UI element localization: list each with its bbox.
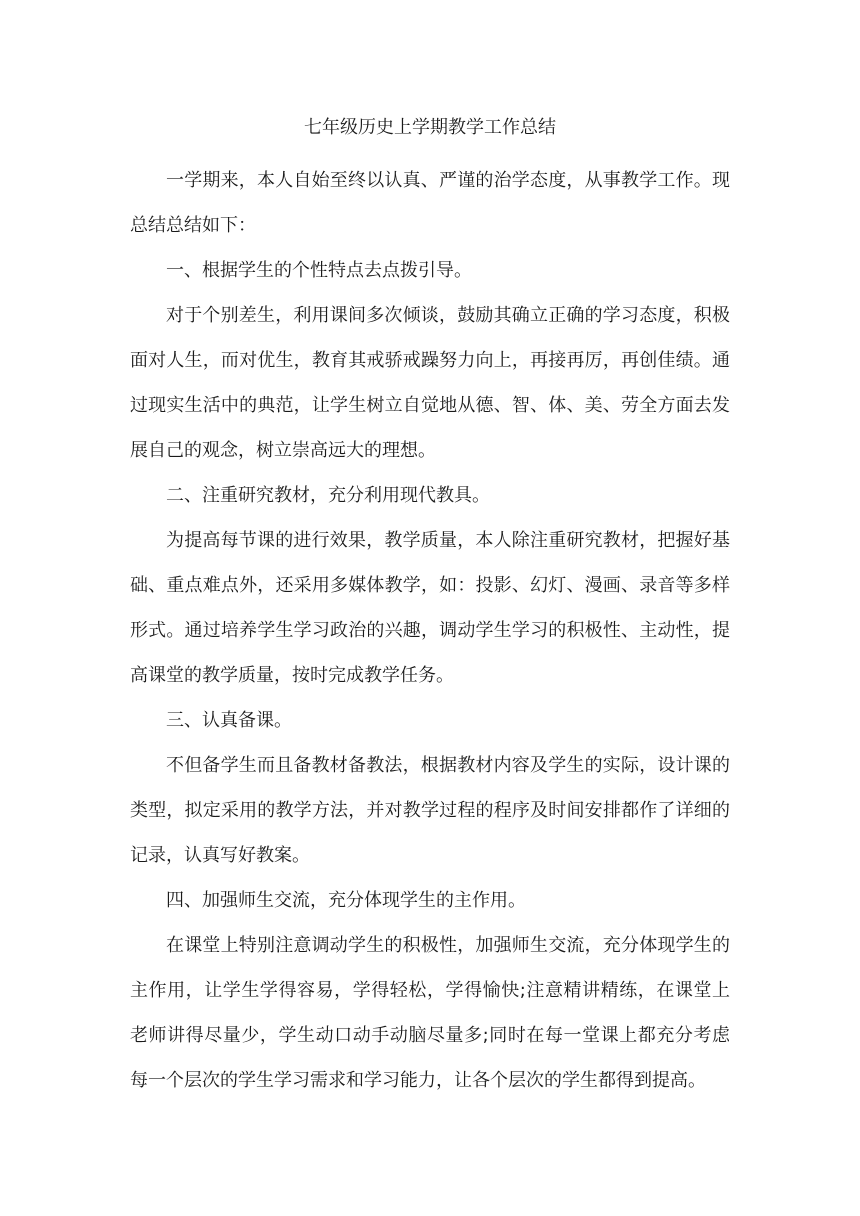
paragraph-section-2: 为提高每节课的进行效果，教学质量，本人除注重研究教材，把握好基础、重点难点外，还采用多媒体教学，如：投影、幻灯、漫画、录音等多样形式。通过培养学生学习政治的兴趣，调动学生学习的积极性、主动性，提高课堂的教学质量，按时完成教学任务。 [130,530,730,686]
heading-section-2: 二、注重研究教材，充分利用现代教具。 [166,485,490,506]
heading-section-3: 三、认真备课。 [166,710,292,731]
document-title: 七年级历史上学期教学工作总结 [304,117,556,138]
paragraph-intro: 一学期来，本人自始至终以认真、严谨的治学态度，从事教学工作。现总结总结如下： [130,170,730,236]
heading-section-1: 一、根据学生的个性特点去点拨引导。 [166,260,472,281]
paragraph-section-4: 在课堂上特别注意调动学生的积极性，加强师生交流，充分体现学生的主作用，让学生学得容易，学得轻松，学得愉快;注意精讲精练，在课堂上老师讲得尽量少，学生动口动手动脑尽量多;同时在每一堂课上都充分考虑每一个层次的学生学习需求和学习能力，让各个层次的学生都得到提高。 [130,935,730,1091]
document-body [130,158,730,1103]
heading-section-4: 四、加强师生交流，充分体现学生的主作用。 [166,890,526,911]
paragraph-section-3: 不但备学生而且备教材备教法，根据教材内容及学生的实际，设计课的类型，拟定采用的教学方法，并对教学过程的程序及时间安排都作了详细的记录，认真写好教案。 [130,755,730,866]
paragraph-section-1: 对于个别差生，利用课间多次倾谈，鼓励其确立正确的学习态度，积极面对人生，而对优生，教育其戒骄戒躁努力向上，再接再厉，再创佳绩。通过现实生活中的典范，让学生树立自觉地从德、智、体、美、劳全方面去发展自己的观念，树立崇高远大的理想。 [130,305,730,461]
